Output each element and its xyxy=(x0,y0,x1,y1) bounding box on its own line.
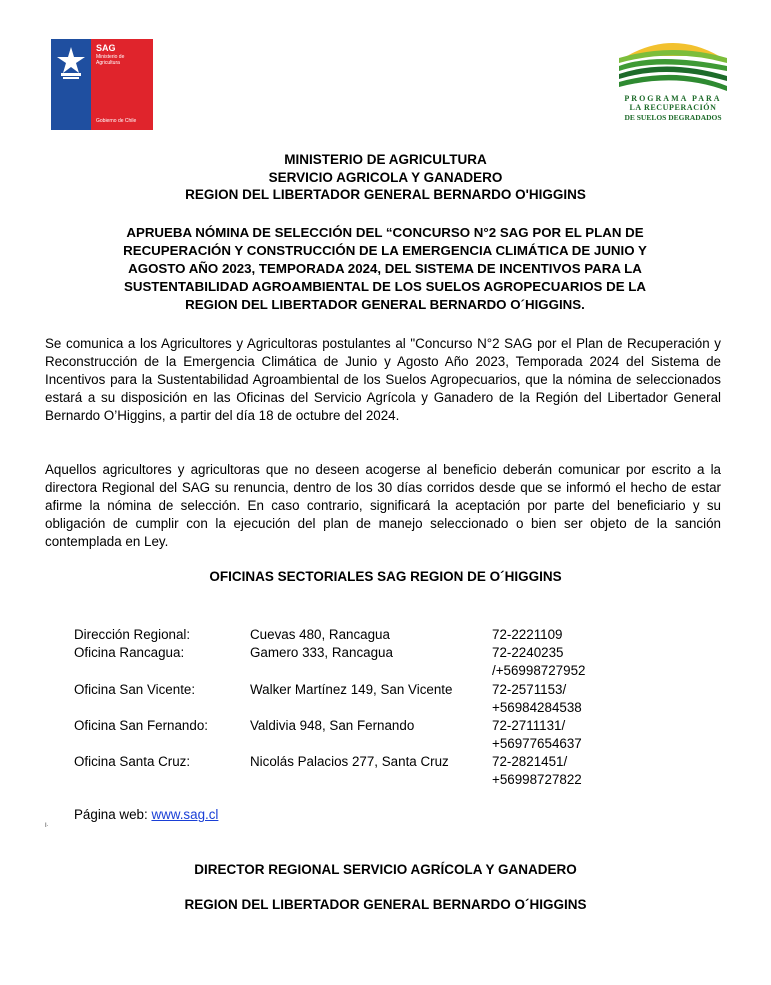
sag-logo-footer: Gobierno de Chile xyxy=(96,118,137,124)
office-name: Oficina Santa Cruz: xyxy=(74,754,191,769)
office-phone: 72-2571153/ +56984284538 xyxy=(492,682,582,715)
office-address: Gamero 333, Rancagua xyxy=(250,645,393,660)
offices-heading: OFICINAS SECTORIALES SAG REGION DE O´HIGGINS xyxy=(209,569,562,584)
header-service: SERVICIO AGRICOLA Y GANADERO xyxy=(268,169,503,185)
chile-coat-of-arms-icon xyxy=(54,45,88,85)
body-paragraph-1: Se comunica a los Agricultores y Agricultoras postulantes al "Concurso N°2 SAG por el Plan de Recuperación y Reconstrucción de la Emergencia Climática de Junio y Agosto Año 2023, Temporada 2024 del Sistema de Incentivos para la Sustentabilidad Agroambiental de los Suelos Agropecuarios, que la nómina de seleccionados estará a su disposición en las Oficinas del Servicio Agrícola y Ganadero de la Región del Libertador General Bernardo O’Higgins, a partir del día 18 de octubre del 2024. xyxy=(45,336,721,423)
title-line: RECUPERACIÓN Y CONSTRUCCIÓN DE LA EMERGENCIA CLIMÁTICA DE JUNIO Y xyxy=(123,243,647,258)
office-phone: 72-2221109 xyxy=(492,627,563,642)
header-ministry: MINISTERIO DE AGRICULTURA xyxy=(284,152,487,167)
programa-logo-line2: LA RECUPERACIÓN xyxy=(629,103,717,112)
website-label: Página web: xyxy=(74,807,148,822)
document-header xyxy=(0,151,771,204)
office-name: Dirección Regional: xyxy=(74,627,191,642)
office-address: Walker Martínez 149, San Vicente xyxy=(250,682,453,697)
office-name: Oficina San Fernando: xyxy=(74,718,208,733)
title-line: AGOSTO AÑO 2023, TEMPORADA 2024, DEL SISTEMA DE INCENTIVOS PARA LA xyxy=(128,261,642,276)
sag-logo-line2: Agricultura xyxy=(96,60,120,66)
document-title xyxy=(55,224,715,314)
sag-logo xyxy=(51,39,153,130)
website-link[interactable]: www.sag.cl xyxy=(151,807,219,822)
header-region: REGION DEL LIBERTADOR GENERAL BERNARDO O'HIGGINS xyxy=(185,187,586,202)
office-address: Valdivia 948, San Fernando xyxy=(250,718,415,733)
office-address: Nicolás Palacios 277, Santa Cruz xyxy=(250,754,449,769)
website-line xyxy=(74,806,218,824)
office-name: Oficina Rancagua: xyxy=(74,645,185,660)
office-address: Cuevas 480, Rancagua xyxy=(250,627,390,642)
signature-region: REGION DEL LIBERTADOR GENERAL BERNARDO O´HIGGINS xyxy=(184,897,587,912)
office-phone: 72-2240235 /+56998727952 xyxy=(492,645,586,678)
title-line: REGION DEL LIBERTADOR GENERAL BERNARDO O´HIGGINS. xyxy=(185,297,585,312)
office-name: Oficina San Vicente: xyxy=(74,682,196,697)
sag-logo-name: SAG xyxy=(96,43,116,53)
programa-logo-line3: DE SUELOS DEGRADADOS xyxy=(624,113,722,122)
stray-mark: I· xyxy=(45,823,49,829)
office-phone: 72-2711131/ +56977654637 xyxy=(492,718,582,751)
programa-logo xyxy=(617,36,729,124)
title-line: SUSTENTABILIDAD AGROAMBIENTAL DE LOS SUELOS AGROPECUARIOS DE LA xyxy=(123,279,647,294)
signature-title: DIRECTOR REGIONAL SERVICIO AGRÍCOLA Y GANADERO xyxy=(194,862,577,877)
programa-logo-line1: PROGRAMA PARA xyxy=(624,94,722,103)
body-paragraph-2: Aquellos agricultores y agricultoras que no deseen acogerse al beneficio deberán comunicar por escrito a la directora Regional del SAG su renuncia, dentro de los 30 días corridos desde que se informó el hecho de estar afirme la nómina de selección. En caso contrario, significará la aceptación por parte del beneficiario y su obligación de cumplir con la ejecución del plan de manejo seleccionado o bien ser objeto de la sanción contemplada en Ley. xyxy=(45,462,721,549)
office-phone: 72-2821451/ +56998727822 xyxy=(492,754,582,787)
sag-logo-line1: Ministerio de xyxy=(96,54,125,60)
title-line: APRUEBA NÓMINA DE SELECCIÓN DEL “CONCURSO N°2 SAG POR EL PLAN DE xyxy=(126,225,644,240)
field-landscape-icon xyxy=(617,36,729,92)
